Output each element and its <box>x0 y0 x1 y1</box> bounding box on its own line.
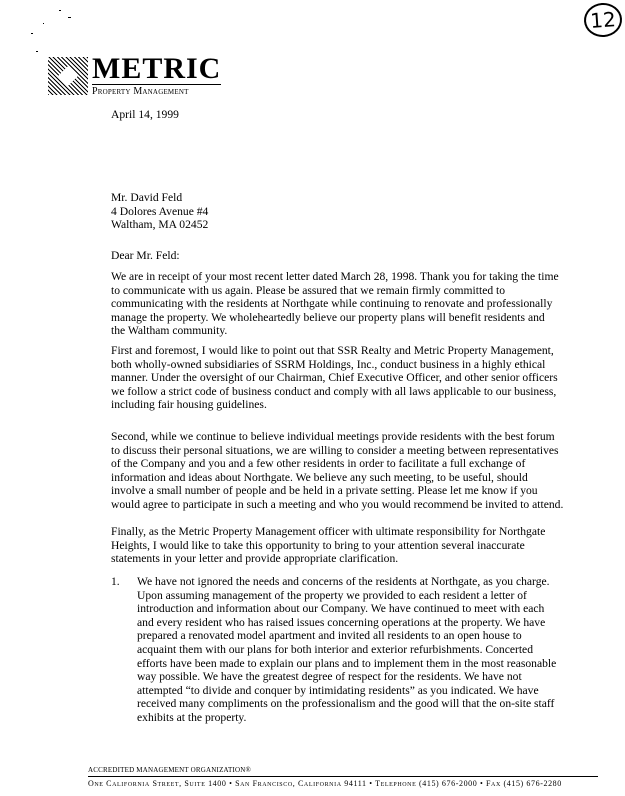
paragraph-line: information and ideas about Northgate. We believe any such meeting, to be useful, should <box>111 470 528 484</box>
paragraph-line: communicating with the residents at Northgate while continuing to renovate and professionally <box>111 297 553 311</box>
letterhead <box>48 52 222 97</box>
item-line: introduction and information about our Company. We have continued to meet with each <box>137 602 545 616</box>
recipient-city-state-zip: Waltham, MA 02452 <box>111 218 209 232</box>
item-line: Upon assuming management of the property we provided to each resident a letter of <box>137 588 527 602</box>
metric-logo-icon <box>48 57 88 95</box>
recipient-name: Mr. David Feld <box>111 191 183 204</box>
paragraph-line: Heights, I would like to take this opportunity to bring to your attention several inaccurate <box>111 538 525 552</box>
letter-date: April 14, 1999 <box>111 108 179 121</box>
handwritten-page-number: 12 <box>583 2 623 39</box>
paragraph-3 <box>111 430 563 512</box>
paragraph-line: manage the property. We wholeheartedly believe our property plans will benefit residents and <box>111 310 545 324</box>
paragraph-line: statements in your letter and provide appropriate clarification. <box>111 552 399 566</box>
paragraph-1 <box>111 270 559 338</box>
item-line: way possible. We have the greatest degree of respect for the residents. We have not <box>137 670 522 684</box>
item-line: and every resident who has raised issues concerning operations at the property. We have <box>137 615 546 629</box>
paragraph-line: manner. Under the oversight of our Chairman, Chief Executive Officer, and other senior officers <box>111 371 558 385</box>
paragraph-line: to communicate with us again. Please be assured that we remain firmly committed to <box>111 283 506 297</box>
paragraph-line: First and foremost, I would like to point out that SSR Realty and Metric Property Management, <box>111 344 554 357</box>
letterhead-footer <box>88 766 625 788</box>
footer-organization: ACCREDITED MANAGEMENT ORGANIZATION® <box>88 766 598 777</box>
item-line: efforts have been made to explain our plans and to implement them in the most reasonable <box>137 656 557 670</box>
paragraph-line: Finally, as the Metric Property Management officer with ultimate responsibility for Northgate <box>111 525 546 538</box>
paragraph-line: we follow a strict code of business conduct and comply with all laws applicable to our business, <box>111 384 557 398</box>
item-line: We have not ignored the needs and concerns of the residents at Northgate, as you charge. <box>137 575 550 588</box>
item-line: attempted “to divide and conquer by intimidating residents” as you indicated. We have <box>137 683 539 697</box>
salutation: Dear Mr. Feld: <box>111 249 180 262</box>
paragraph-line: Second, while we continue to believe individual meetings provide residents with the best forum <box>111 430 555 443</box>
recipient-street: 4 Dolores Avenue #4 <box>111 204 209 218</box>
recipient-address <box>111 191 208 232</box>
footer-address: One California Street, Suite 1400 • San Francisco, California 94111 • Telephone (415) 676-2000 • Fax (415) 676-2280 <box>88 779 562 788</box>
item-line: received many compliments on the professionalism and the good will that the on-site staff <box>137 697 555 711</box>
paragraph-2 <box>111 344 558 412</box>
paragraph-line: would agree to participate in such a meeting and who you would recommend be invited to attend. <box>111 497 564 511</box>
paragraph-4 <box>111 525 545 566</box>
item-line: exhibits at the property. <box>137 710 247 724</box>
item-line: acquaint them with our plans for both interior and exterior refurbishments. Concerted <box>137 642 534 656</box>
paragraph-line: both wholly-owned subsidiaries of SSRM Holdings, Inc., conduct business in a highly ethical <box>111 357 546 371</box>
paragraph-line: We are in receipt of your most recent letter dated March 28, 1998. Thank you for taking the time <box>111 270 559 283</box>
paragraph-line: the Waltham community. <box>111 324 228 338</box>
numbered-item-body <box>137 575 556 725</box>
brand-name: METRIC <box>92 52 222 85</box>
item-line: prepared a renovated model apartment and invited all residents to an open house to <box>137 629 522 643</box>
paragraph-line: of the Company and you and a few other residents in order to facilitate a full exchange of <box>111 457 526 471</box>
brand-block <box>92 52 222 97</box>
brand-subtitle: Property Management <box>92 86 189 97</box>
paragraph-line: to discuss their personal situations, we are willing to consider a meeting between representatives <box>111 443 559 457</box>
numbered-item-number: 1. <box>111 575 120 588</box>
paragraph-line: involve a small number of people and be held in a private setting. Please let me know if you <box>111 484 538 498</box>
paragraph-line: including fair housing guidelines. <box>111 398 267 412</box>
